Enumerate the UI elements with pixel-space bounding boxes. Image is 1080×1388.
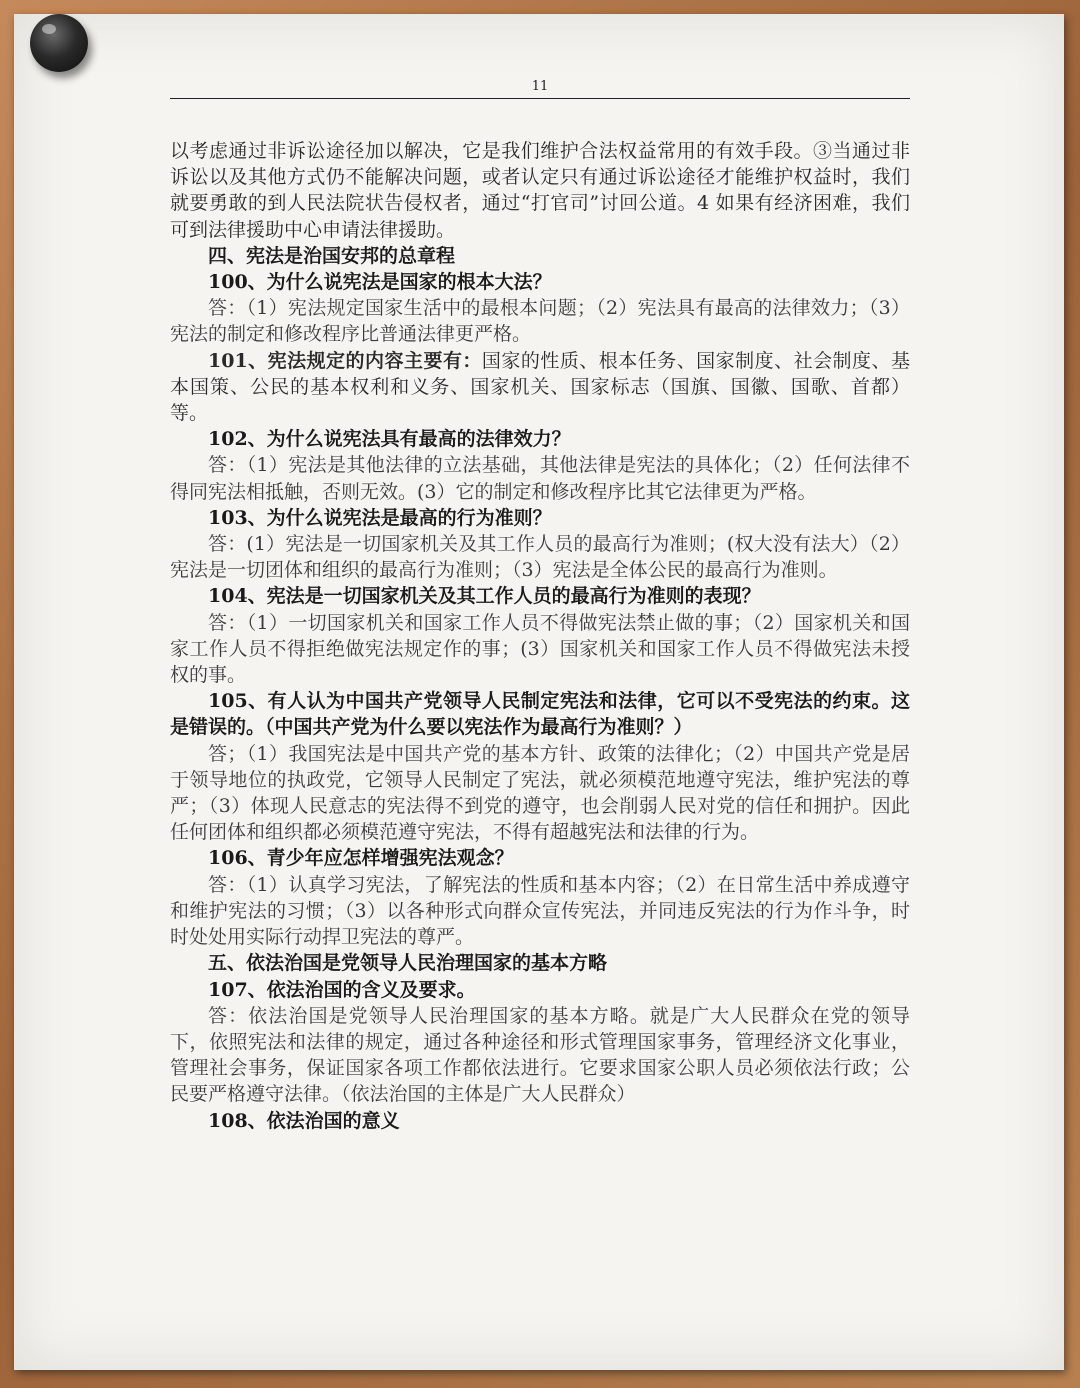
answer-104: 答：（1）一切国家机关和国家工作人员不得做宪法禁止做的事；（2）国家机关和国家工作人员不得拒绝做宪法规定作的事；(3）国家机关和国家工作人员不得做宪法未授权的事。 <box>170 611 910 687</box>
question-106: 106、青少年应怎样增强宪法观念？ <box>208 847 514 870</box>
item-101-body: 国家的性质、根本任务、国家制度、社会制度、基本国策、公民的基本权利和义务、国家机关、国家标志（国旗、国徽、国歌、首都）等。 <box>170 349 910 425</box>
pushpin-highlight <box>42 24 56 34</box>
question-105: 105、有人认为中国共产党领导人民制定宪法和法律，它可以不受宪法的约束。这是错误的。（中国共产党为什么要以宪法作为最高行为准则？） <box>170 690 910 739</box>
page-header <box>170 78 910 99</box>
answer-106: 答：（1）认真学习宪法，了解宪法的性质和基本内容；（2）在日常生活中养成遵守和维护宪法的习惯；（3）以各种形式向群众宣传宪法，并同违反宪法的行为作斗争，时时处处用实际行动捍卫宪法的尊严。 <box>170 873 910 949</box>
answer-100: 答：（1）宪法规定国家生活中的最根本问题；（2）宪法具有最高的法律效力；（3）宪法的制定和修改程序比普通法律更严格。 <box>170 297 910 346</box>
question-104: 104、宪法是一切国家机关及其工作人员的最高行为准则的表现？ <box>208 585 761 608</box>
section-heading-4: 四、宪法是治国安邦的总章程 <box>208 244 456 267</box>
question-100: 100、为什么说宪法是国家的根本大法？ <box>208 271 552 294</box>
paragraph-continuation: 以考虑通过非诉讼途径加以解决，它是我们维护合法权益常用的有效手段。③当通过非诉讼以及其他方式仍不能解决问题，或者认定只有通过诉讼途径才能维护权益时，我们就要勇敢的到人民法院状告侵权者，通过“打官司”讨回公道。4 如果有经济困难，我们可到法律援助中心申请法律援助。 <box>170 140 910 241</box>
page-number: 11 <box>531 79 549 94</box>
answer-107: 答：依法治国是党领导人民治理国家的基本方略。就是广大人民群众在党的领导下，依照宪法和法律的规定，通过各种途径和形式管理国家事务，管理经济文化事业，管理社会事务，保证国家各项工作都依法进行。它要求国家公职人员必须依法行政；公民要严格遵守法律。（依法治国的主体是广大人民群众） <box>170 1004 910 1106</box>
question-108: 108、依法治国的意义 <box>208 1109 400 1132</box>
question-107: 107、依法治国的含义及要求。 <box>208 978 476 1001</box>
answer-105: 答；（1）我国宪法是中国共产党的基本方针、政策的法律化；（2）中国共产党是居于领导地位的执政党，它领导人民制定了宪法，就必须模范地遵守宪法，维护宪法的尊严；（3）体现人民意志的宪法得不到党的遵守，也会削弱人民对党的信任和拥护。因此任何团体和组织都必须模范遵守宪法，不得有超越宪法和法律的行为。 <box>170 742 910 844</box>
section-heading-5: 五、依法治国是党领导人民治理国家的基本方略 <box>208 952 608 975</box>
item-101-lead: 101、宪法规定的内容主要有： <box>208 349 482 372</box>
item-101 <box>170 348 910 427</box>
pushpin-icon <box>30 14 88 72</box>
question-103: 103、为什么说宪法是最高的行为准则？ <box>208 506 552 529</box>
answer-102: 答：（1）宪法是其他法律的立法基础，其他法律是宪法的具体化；（2）任何法律不得同宪法相抵触，否则无效。(3）它的制定和修改程序比其它法律更为严格。 <box>170 454 910 503</box>
answer-103: 答：(1）宪法是一切国家机关及其工作人员的最高行为准则；(权大没有法大）（2）宪法是一切团体和组织的最高行为准则；（3）宪法是全体公民的最高行为准则。 <box>170 533 910 582</box>
document-body <box>170 138 910 1134</box>
question-102: 102、为什么说宪法具有最高的法律效力？ <box>208 428 571 451</box>
